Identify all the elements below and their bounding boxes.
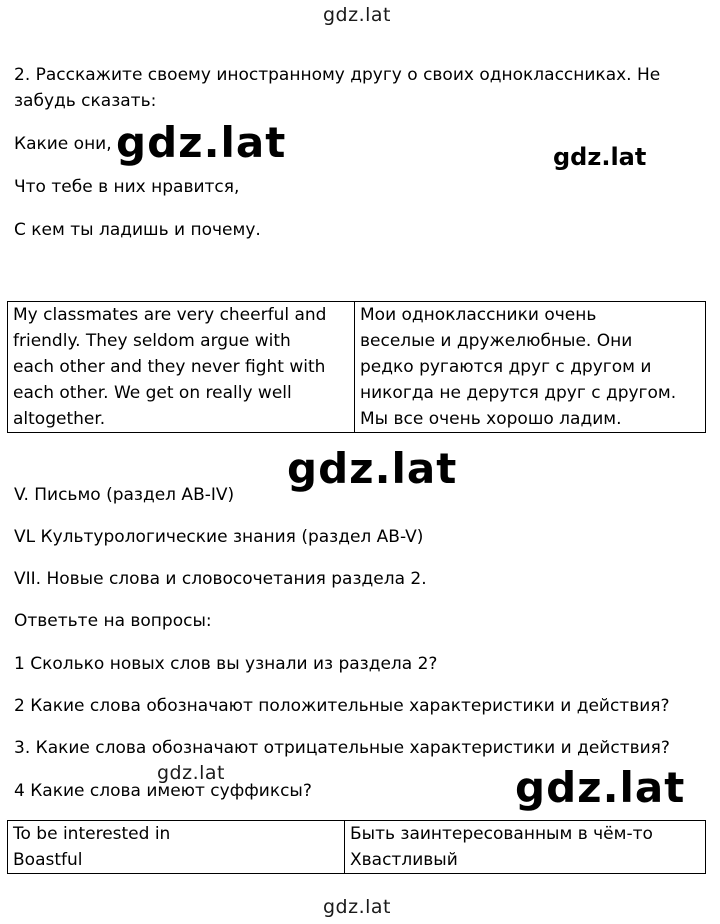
english-line: friendly. They seldom argue with xyxy=(13,331,291,351)
vocabulary-table xyxy=(7,820,706,874)
english-line: each other and they never fight with xyxy=(13,357,326,377)
russian-line: Мои одноклассники очень xyxy=(360,305,597,325)
watermark-small-lower: gdz.lat xyxy=(157,762,226,784)
russian-line: никогда не дерутся друг с другом. xyxy=(360,383,677,403)
vocab-english: Boastful xyxy=(13,850,83,870)
english-line: each other. We get on really well xyxy=(13,383,292,403)
russian-line: редко ругаются друг с другом и xyxy=(360,357,652,377)
vocab-russian-cell xyxy=(345,821,706,874)
russian-answer-cell xyxy=(355,302,706,433)
task-heading-line-1: 2. Расскажите своему иностранному другу о своих одноклассниках. Не xyxy=(14,65,661,85)
watermark-middle-big: gdz.lat xyxy=(287,444,458,493)
vocab-russian: Хвастливый xyxy=(350,850,458,870)
english-line: altogether. xyxy=(13,409,106,429)
task-heading-line-2: забудь сказать: xyxy=(14,91,157,111)
english-answer-cell xyxy=(8,302,355,433)
question-2: 2 Какие слова обозначают положительные характеристики и действия? xyxy=(14,696,670,716)
question-1: 1 Сколько новых слов вы узнали из раздела 2? xyxy=(14,654,438,674)
task-point-2: Что тебе в них нравится, xyxy=(14,177,240,197)
section-vii: VII. Новые слова и словосочетания раздела 2. xyxy=(14,569,427,589)
vocab-english: To be interested in xyxy=(13,824,171,844)
section-v: V. Письмо (раздел AB-IV) xyxy=(14,485,235,505)
watermark-right-mid: gdz.lat xyxy=(553,143,647,171)
questions-heading: Ответьте на вопросы: xyxy=(14,611,212,631)
watermark-right-big: gdz.lat xyxy=(515,763,686,812)
table-row xyxy=(8,821,706,874)
section-vi: VL Культурологические знания (раздел AB-V) xyxy=(14,527,424,547)
russian-line: Мы все очень хорошо ладим. xyxy=(360,409,622,429)
english-line: My classmates are very cheerful and xyxy=(13,305,327,325)
table-row xyxy=(8,302,706,433)
task-point-1: Какие они, xyxy=(14,134,112,154)
question-3: 3. Какие слова обозначают отрицательные характеристики и действия? xyxy=(14,738,670,758)
answer-table xyxy=(7,301,706,433)
vocab-english-cell xyxy=(8,821,345,874)
watermark-bottom: gdz.lat xyxy=(323,896,392,918)
question-4: 4 Какие слова имеют суффиксы? xyxy=(14,781,312,801)
watermark-inline-big: gdz.lat xyxy=(116,118,287,167)
task-point-3: С кем ты ладишь и почему. xyxy=(14,220,261,240)
watermark-top: gdz.lat xyxy=(323,4,392,26)
vocab-russian: Быть заинтересованным в чём-то xyxy=(350,824,653,844)
russian-line: веселые и дружелюбные. Они xyxy=(360,331,633,351)
